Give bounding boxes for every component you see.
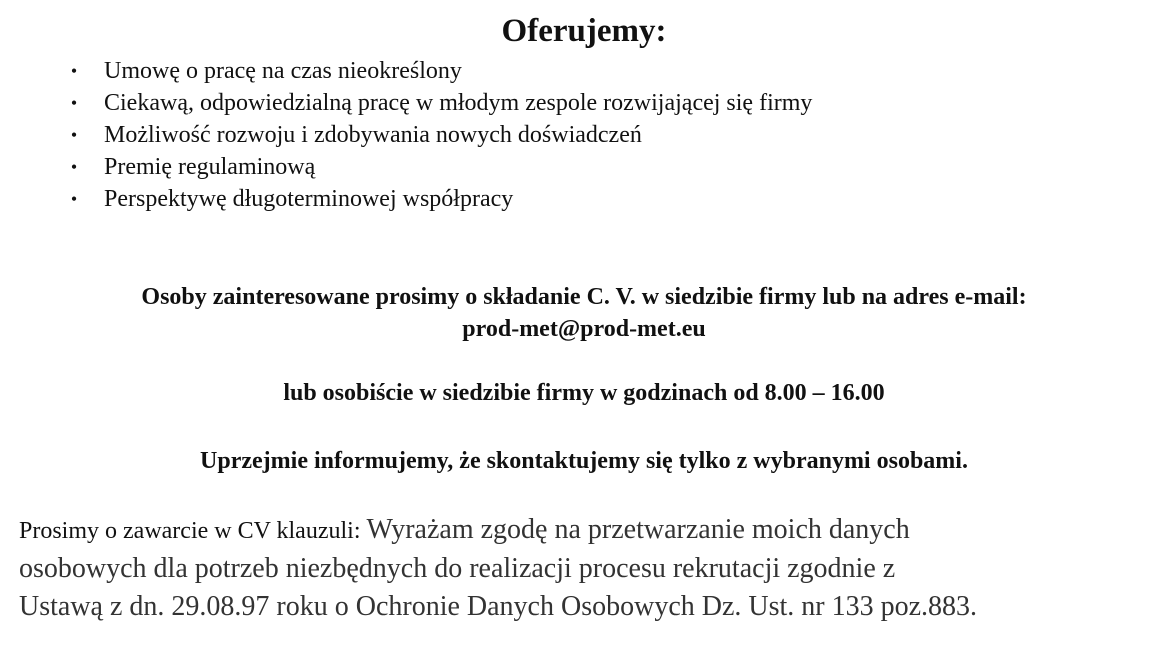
list-item (70, 183, 812, 215)
list-item (70, 87, 813, 119)
bullet-icon: • (70, 157, 78, 177)
offer-text: Ciekawą, odpowiedzialną pracę w młodym zespole rozwijającej się firmy (104, 90, 813, 116)
offer-list (70, 55, 813, 215)
list-item (70, 119, 812, 151)
bullet-icon: • (70, 93, 78, 113)
bullet-icon: • (70, 125, 78, 145)
offer-text: Perspektywę długoterminowej współpracy (104, 186, 514, 212)
clause-lead: Prosimy o zawarcie w CV klauzuli: (19, 518, 367, 544)
bullet-icon: • (70, 189, 78, 209)
office-hours: lub osobiście w siedzibie firmy w godzinach od 8.00 – 16.00 (283, 380, 885, 406)
bullet-icon: • (70, 61, 78, 81)
clause-line-2: osobowych dla potrzeb niezbędnych do realizacji procesu rekrutacji zgodnie z (19, 553, 896, 584)
offer-text: Umowę o pracę na czas nieokreślony (104, 58, 462, 84)
selection-notice: Uprzejmie informujemy, że skontaktujemy się tylko z wybranymi osobami. (200, 448, 968, 474)
clause-line-3: Ustawą z dn. 29.08.97 roku o Ochronie Danych Osobowych Dz. Ust. nr 133 poz.883. (19, 591, 978, 622)
offer-text: Premię regulaminową (104, 154, 316, 180)
data-consent-clause (19, 511, 1159, 626)
offer-heading: Oferujemy: (501, 13, 667, 49)
clause-line-1: Wyrażam zgodę na przetwarzanie moich danych (366, 514, 910, 545)
list-item (70, 55, 812, 87)
list-item (70, 151, 812, 183)
apply-instructions: Osoby zainteresowane prosimy o składanie C. V. w siedzibie firmy lub na adres e-mail: (141, 284, 1027, 310)
offer-text: Możliwość rozwoju i zdobywania nowych doświadczeń (104, 122, 642, 148)
contact-email: prod-met@prod-met.eu (462, 316, 706, 342)
